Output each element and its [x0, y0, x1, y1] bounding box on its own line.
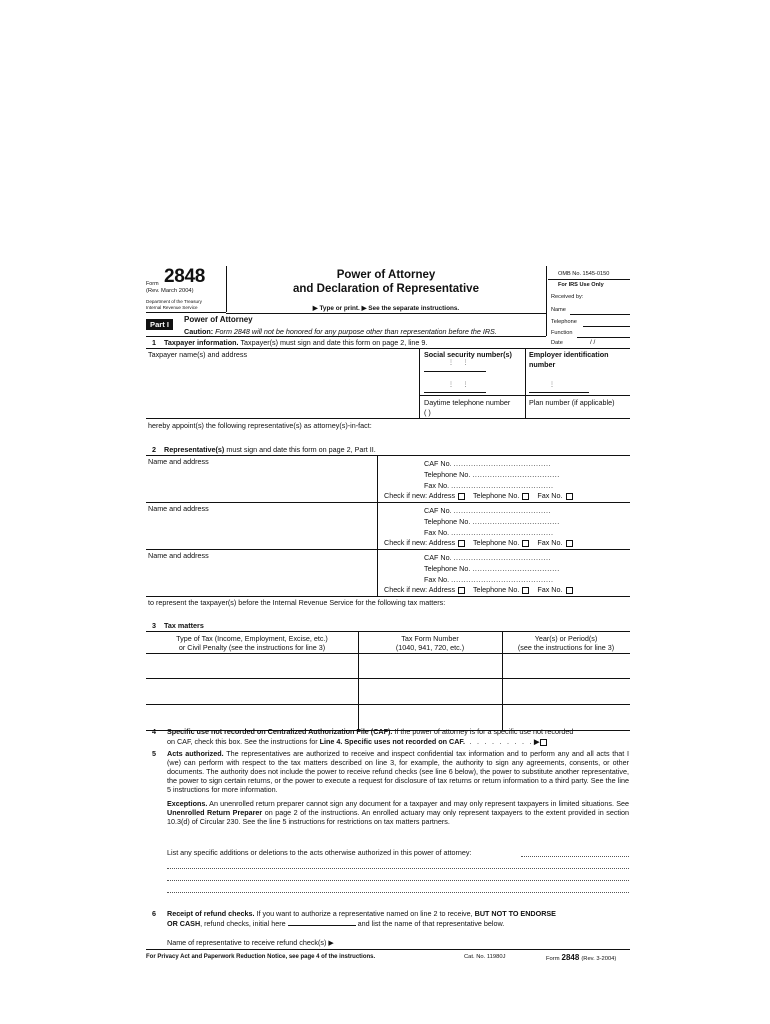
header-divider-right: [546, 266, 547, 336]
phone-row-rule: [419, 395, 630, 396]
line-1-heading: [152, 338, 427, 347]
line-4-title: Specific use not recorded on Centralized Authorization File (CAF).: [167, 727, 393, 736]
line-5-number: 5: [152, 749, 156, 758]
rep-2-name-address-label: Name and address: [148, 504, 209, 513]
rep-2-telephone-checkbox[interactable]: [522, 540, 529, 547]
line-2-number: 2: [152, 445, 156, 454]
ssn-field-2[interactable]: [424, 392, 486, 393]
rep-3-telephone-label: Telephone No.: [424, 564, 471, 573]
part-1-badge: [146, 320, 173, 329]
revision-date: (Rev. March 2004): [146, 288, 194, 294]
col-year-period-2: (see the instructions for line 3): [517, 643, 615, 652]
rep-3-fax[interactable]: Fax No. .........................................: [424, 575, 554, 584]
ssn-separators-1: ⋮ ⋮: [448, 360, 469, 366]
line-6-row-1: [167, 909, 556, 918]
ein-label-1: Employer identification: [529, 350, 609, 359]
form-word: Form: [146, 281, 159, 287]
rep-2-check-telephone-label: Telephone No.: [472, 538, 520, 547]
line-4-number: 4: [152, 727, 156, 736]
rep-2-check-fax-label: Fax No.: [537, 538, 563, 547]
ein-label-2: number: [529, 360, 556, 369]
line-1-title: Taxpayer information.: [164, 338, 239, 347]
privacy-notice: For Privacy Act and Paperwork Reduction Notice, see page 4 of the instructions.: [146, 954, 376, 960]
received-by-label: Received by:: [551, 294, 584, 300]
col-year-period-1: Year(s) or Period(s): [534, 634, 598, 643]
col-type-of-tax-2: or Civil Penalty (see the instructions for line 3): [178, 643, 326, 652]
footer-form-word: Form: [546, 956, 560, 962]
part-1-rule: [146, 336, 546, 337]
tax-matters-row-2-rule[interactable]: [146, 704, 630, 705]
col-tax-form-1: Tax Form Number: [401, 634, 459, 643]
line-2-heading: [152, 445, 376, 454]
line-4-arrow-icon: ▶: [533, 737, 540, 746]
rep-2-divider: [377, 502, 378, 549]
rep-2-address-checkbox[interactable]: [458, 540, 465, 547]
caution-text: Form 2848 will not be honored for any purpose other than representation before the IRS.: [215, 327, 497, 336]
line-3-title: Tax matters: [164, 621, 204, 630]
rep-2-fax-checkbox[interactable]: [566, 540, 573, 547]
form-number: 2848: [164, 266, 206, 287]
refund-representative-label: Name of representative to receive refund check(s) ▶: [167, 938, 334, 947]
header-rule-mid: [226, 313, 546, 314]
type-or-print-instructions: ▶ Type or print. ▶ See the separate instructions.: [312, 305, 460, 312]
daytime-phone-field[interactable]: ( ): [424, 408, 431, 417]
daytime-phone-label: Daytime telephone number: [424, 398, 511, 407]
omb-number: OMB No. 1545-0150: [558, 271, 610, 277]
line-5-list-field-1[interactable]: [167, 868, 629, 869]
irs-telephone-line[interactable]: [583, 326, 630, 327]
line-2-text: must sign and date this form on page 2, Part II.: [226, 445, 376, 454]
irs-function-label: Function: [551, 330, 573, 336]
line-4-checkbox[interactable]: [540, 739, 547, 746]
rep-1-telephone-label: Telephone No.: [424, 470, 471, 479]
title-line-2: and Declaration of Representative: [293, 283, 479, 295]
title-line-1: Power of Attorney: [336, 269, 436, 281]
tax-matters-row-1-rule[interactable]: [146, 678, 630, 679]
rep-3-divider: [377, 549, 378, 596]
footer-revision: (Rev. 3-2004): [581, 956, 617, 962]
ein-separator: ⋮: [549, 382, 555, 388]
line-5-title: Acts authorized.: [167, 749, 224, 758]
line-5-exceptions: [167, 799, 629, 826]
line-2-title: Representative(s): [164, 445, 225, 454]
line-1-divider-b: [525, 348, 526, 418]
line-6-text-2-bold: OR CASH: [167, 919, 201, 928]
line-6-text-1: If you want to authorize a representative named on line 2 to receive,: [256, 909, 473, 918]
rep-1-top-rule: [146, 455, 630, 456]
line-3-number: 3: [152, 621, 156, 630]
irs-use-heading: For IRS Use Only: [558, 282, 604, 288]
line-1-top-rule: [146, 348, 630, 349]
footer-form-number: 2848: [561, 953, 580, 962]
rep-1-divider: [377, 455, 378, 502]
line-4-text-2-bold: Line 4. Specific uses not recorded on CAF.: [319, 737, 466, 746]
rep-1-telephone[interactable]: Telephone No. ...................................: [424, 470, 560, 479]
irs-name-label: Name: [551, 307, 566, 313]
line-4-text-1: If the power of attorney is for a specific use not recorded: [394, 727, 574, 736]
line-4-text-2: on CAF, check this box. See the instructions for: [167, 737, 318, 746]
rep-3-bottom-rule: [146, 596, 630, 597]
appoint-statement: hereby appoint(s) the following representative(s) as attorney(s)-in-fact:: [148, 421, 372, 430]
rep-3-check-fax-label: Fax No.: [537, 585, 563, 594]
line-5-paragraph: [167, 749, 629, 794]
caution-label: Caution:: [184, 327, 214, 336]
refund-initials-field[interactable]: [288, 919, 356, 926]
ein-field[interactable]: [529, 392, 589, 393]
line-4-row-2: on CAF, check this box. See the instructions for Line 4. Specific uses not recorded on CAF. . . . . . . . . . ▶: [167, 737, 547, 746]
line-4-row-1: [167, 727, 573, 736]
service-line: Internal Revenue Service: [146, 305, 198, 310]
taxpayer-name-address-label: Taxpayer name(s) and address: [148, 350, 248, 359]
rep-2-telephone[interactable]: Telephone No. ...................................: [424, 517, 560, 526]
irs-telephone-label: Telephone: [551, 319, 577, 325]
rep-2-caf[interactable]: CAF No. .......................................: [424, 506, 551, 515]
rep-2-check-address-label: Check if new: Address: [384, 538, 456, 547]
rep-3-address-checkbox[interactable]: [458, 587, 465, 594]
rep-3-check-if-new: [384, 585, 573, 594]
rep-2-fax-label: Fax No.: [424, 528, 450, 537]
line-1-text: Taxpayer(s) must sign and date this form on page 2, line 9.: [240, 338, 428, 347]
line-5-list-field-3[interactable]: [167, 892, 629, 893]
rep-1-check-if-new: [384, 491, 573, 500]
rep-1-caf[interactable]: CAF No. .......................................: [424, 459, 551, 468]
rep-1-name-address-label: Name and address: [148, 457, 209, 466]
rep-3-caf-label: CAF No.: [424, 553, 452, 562]
line-5-list-label: List any specific additions or deletions to the acts otherwise authorized in this power of attorney:: [167, 848, 472, 857]
rep-1-address-checkbox[interactable]: [458, 493, 465, 500]
line-6-title: Receipt of refund checks.: [167, 909, 255, 918]
line-5-text: The representatives are authorized to receive and inspect confidential tax information and to perform any and all acts that I (we) can perform with respect to the tax matters described on line 3, for example, the authority to sign any agreements, consents, or other documents. The authority does not include the power to receive refund checks (see line 6 below), the power to substitute another representative, the power to sign certain returns, or the power to execute a request for disclosure of tax returns or return information to a third party. See the line 5 instructions for more information.: [167, 749, 629, 794]
catalog-number: Cat. No. 11980J: [464, 954, 506, 960]
rep-3-check-telephone-label: Telephone No.: [472, 585, 520, 594]
header-rule-left: [146, 312, 226, 313]
irs-date-separators: / /: [590, 339, 596, 346]
rep-2-telephone-label: Telephone No.: [424, 517, 471, 526]
irs-date-label: Date: [551, 340, 563, 346]
ssn-field-1[interactable]: [424, 371, 486, 372]
department-line: Department of the Treasury: [146, 299, 202, 304]
line-5-list-field-2[interactable]: [167, 880, 629, 881]
line-1-number: 1: [152, 338, 156, 347]
irs-function-line[interactable]: [577, 337, 630, 338]
footer-rule: [146, 949, 630, 950]
rep-3-fax-checkbox[interactable]: [566, 587, 573, 594]
irs-name-line[interactable]: [570, 314, 630, 315]
rep-2-fax[interactable]: Fax No. .........................................: [424, 528, 554, 537]
exceptions-text-a: An unenrolled return preparer cannot sign any document for a taxpayer and may only represent taxpayers in limited situations. See: [209, 799, 629, 808]
line-1-divider-a: [419, 348, 420, 418]
exceptions-label: Exceptions.: [167, 799, 208, 808]
rep-1-check-telephone-label: Telephone No.: [472, 491, 520, 500]
footer-form-id: [546, 953, 616, 963]
rep-1-fax[interactable]: Fax No. .........................................: [424, 481, 554, 490]
tax-matters-top-rule: [146, 631, 630, 632]
rep-2-check-if-new: [384, 538, 573, 547]
line-6-text-2b: and list the name of that representative below.: [357, 919, 505, 928]
exceptions-text-b: on page 2 of the instructions. An enrolled actuary may only represent taxpayers to the extent provided in section 10.3(d) of Circular 230. See the line 5 instructions for restrictions on tax matters partners.: [167, 808, 630, 826]
line-1-bottom-rule: [146, 418, 630, 419]
rep-1-telephone-checkbox[interactable]: [522, 493, 529, 500]
rep-1-check-address-label: Check if new: Address: [384, 491, 456, 500]
irs-box-rule: [548, 279, 630, 280]
part-1-title: Power of Attorney: [184, 315, 253, 324]
rep-1-fax-label: Fax No.: [424, 481, 450, 490]
rep-3-caf[interactable]: CAF No. .......................................: [424, 553, 551, 562]
rep-3-telephone[interactable]: Telephone No. ...................................: [424, 564, 560, 573]
part-1-label: Part I: [146, 319, 173, 330]
line-6-text-1-bold: BUT NOT TO ENDORSE: [474, 909, 556, 918]
rep-3-fax-label: Fax No.: [424, 575, 450, 584]
ssn-separators-2: ⋮ ⋮: [448, 382, 469, 388]
line-6-number: 6: [152, 909, 156, 918]
col-tax-form-2: (1040, 941, 720, etc.): [395, 643, 465, 652]
rep-3-telephone-checkbox[interactable]: [522, 587, 529, 594]
line-6-row-2: [167, 919, 504, 928]
line-6-text-2a: , refund checks, initial here: [200, 919, 286, 928]
col-type-of-tax-1: Type of Tax (Income, Employment, Excise, etc.): [176, 634, 328, 643]
ssn-label: Social security number(s): [424, 350, 512, 359]
rep-3-top-rule: [146, 549, 630, 550]
form-label: [146, 278, 159, 288]
rep-2-top-rule: [146, 502, 630, 503]
caution-line: [184, 327, 497, 336]
tax-matters-header-rule: [146, 653, 630, 654]
rep-1-fax-checkbox[interactable]: [566, 493, 573, 500]
line-5-list-field-0[interactable]: [521, 856, 629, 857]
line-3-heading: [152, 621, 204, 630]
rep-1-caf-label: CAF No.: [424, 459, 452, 468]
plan-number-label: Plan number (if applicable): [529, 398, 615, 407]
rep-1-check-fax-label: Fax No.: [537, 491, 563, 500]
rep-2-caf-label: CAF No.: [424, 506, 452, 515]
rep-3-name-address-label: Name and address: [148, 551, 209, 560]
rep-3-check-address-label: Check if new: Address: [384, 585, 456, 594]
exceptions-bold: Unenrolled Return Preparer: [167, 808, 263, 817]
represent-statement: to represent the taxpayer(s) before the Internal Revenue Service for the following tax matters:: [148, 598, 446, 607]
